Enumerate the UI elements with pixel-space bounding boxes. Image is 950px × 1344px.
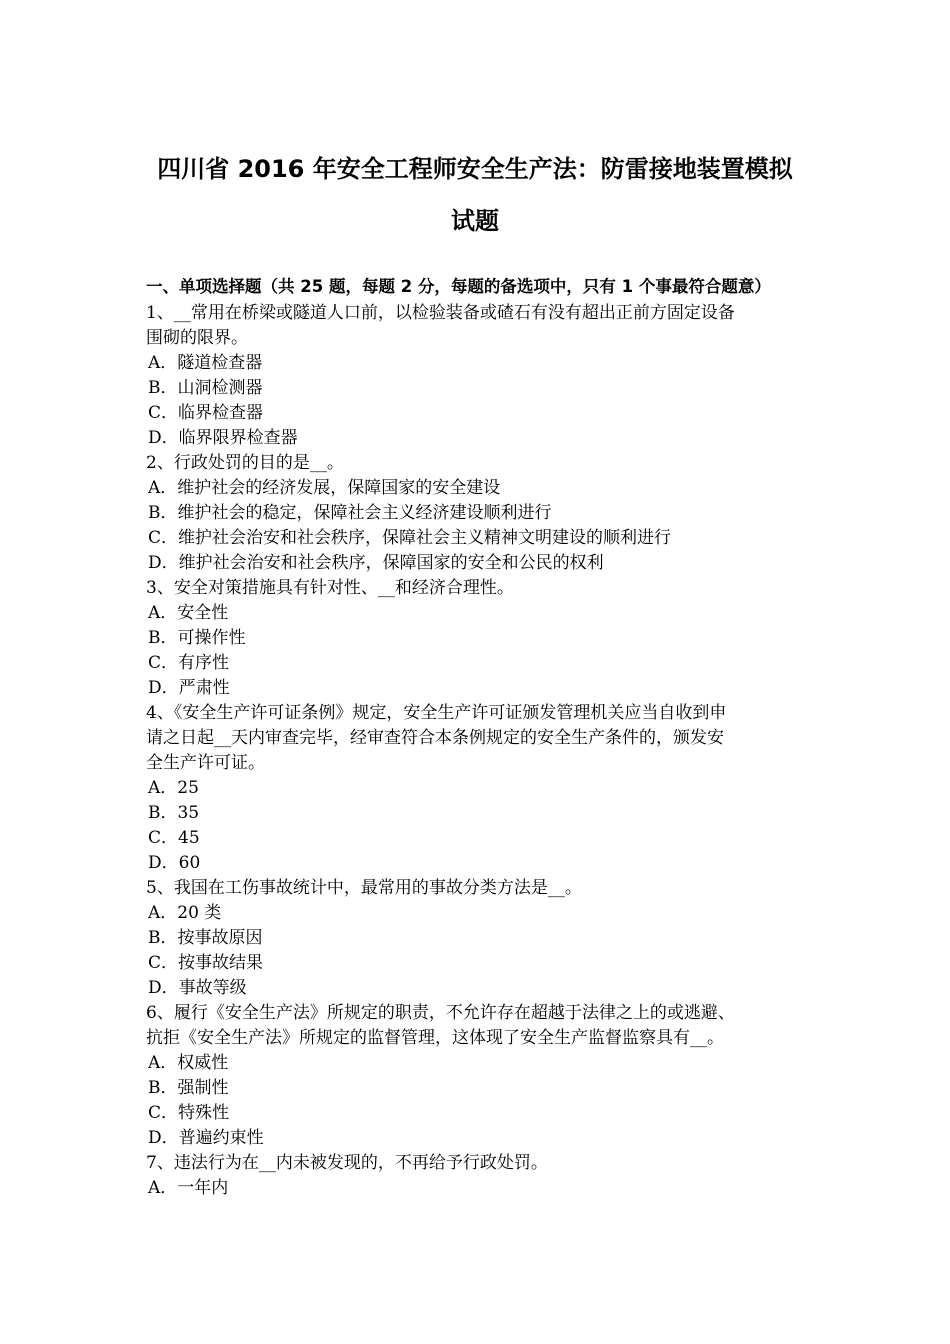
answer-option: C．特殊性 (148, 1103, 230, 1123)
question-text-line: 抗拒《安全生产法》所规定的监督管理，这体现了安全生产监督监察具有__。 (146, 1028, 724, 1048)
answer-option: B．山洞检测器 (148, 378, 263, 398)
answer-option: A．一年内 (148, 1178, 229, 1198)
question-6 (146, 1001, 810, 1151)
question-text-line: 请之日起__天内审查完毕，经审查符合本条例规定的安全生产条件的，颁发安 (146, 728, 724, 748)
answer-option: B．35 (148, 803, 200, 823)
question-text-line: 3、安全对策措施具有针对性、__和经济合理性。 (146, 578, 514, 598)
question-text-line: 4、《安全生产许可证条例》规定，安全生产许可证颁发管理机关应当自收到申 (146, 703, 727, 723)
answer-option: D．普遍约束性 (148, 1128, 264, 1148)
answer-option: B．可操作性 (148, 628, 246, 648)
answer-option: D．严肃性 (148, 678, 230, 698)
answer-option: D．60 (148, 853, 201, 873)
answer-option: C．45 (148, 828, 200, 848)
question-2 (146, 451, 810, 576)
answer-option: A．权威性 (148, 1053, 229, 1073)
answer-option: D．事故等级 (148, 978, 247, 998)
document-body (146, 274, 810, 1201)
question-4 (146, 701, 810, 876)
question-5 (146, 876, 810, 1001)
question-7 (146, 1151, 810, 1201)
question-3 (146, 576, 810, 701)
answer-option: A．维护社会的经济发展，保障国家的安全建设 (148, 478, 501, 498)
answer-option: A．20 类 (148, 903, 222, 923)
answer-option: B．按事故原因 (148, 928, 263, 948)
answer-option: B．强制性 (148, 1078, 229, 1098)
answer-option: C．维护社会治安和社会秩序，保障社会主义精神文明建设的顺利进行 (148, 528, 672, 548)
answer-option: C．临界检查器 (148, 403, 264, 423)
answer-option: B．维护社会的稳定，保障社会主义经济建设顺利进行 (148, 503, 552, 523)
question-text-line: 1、__常用在桥梁或隧道人口前，以检验装备或碴石有没有超出正前方固定设备 (146, 303, 735, 323)
question-text-line: 围砌的限界。 (146, 328, 248, 348)
question-1 (146, 301, 810, 451)
document-title-line-1: 四川省 2016 年安全工程师安全生产法：防雷接地装置模拟 (157, 155, 793, 183)
answer-option: A．25 (148, 778, 199, 798)
answer-option: C．按事故结果 (148, 953, 264, 973)
question-text-line: 全生产许可证。 (146, 753, 265, 773)
question-text-line: 5、我国在工伤事故统计中，最常用的事故分类方法是__。 (146, 878, 582, 898)
question-text-line: 6、履行《安全生产法》所规定的职责，不允许存在超越于法律之上的或逃避、 (146, 1003, 735, 1023)
question-text-line: 2、行政处罚的目的是__。 (146, 453, 344, 473)
section-heading: 一、单项选择题（共 25 题，每题 2 分，每题的备选项中，只有 1 个事最符合题意） (146, 277, 771, 296)
answer-option: D．临界限界检查器 (148, 428, 298, 448)
question-text-line: 7、违法行为在__内未被发现的，不再给予行政处罚。 (146, 1153, 548, 1173)
answer-option: C．有序性 (148, 653, 230, 673)
answer-option: A．安全性 (148, 603, 229, 623)
answer-option: D．维护社会治安和社会秩序，保障国家的安全和公民的权利 (148, 553, 604, 573)
document-title-line-2: 试题 (451, 207, 499, 235)
answer-option: A．隧道检查器 (148, 353, 263, 373)
